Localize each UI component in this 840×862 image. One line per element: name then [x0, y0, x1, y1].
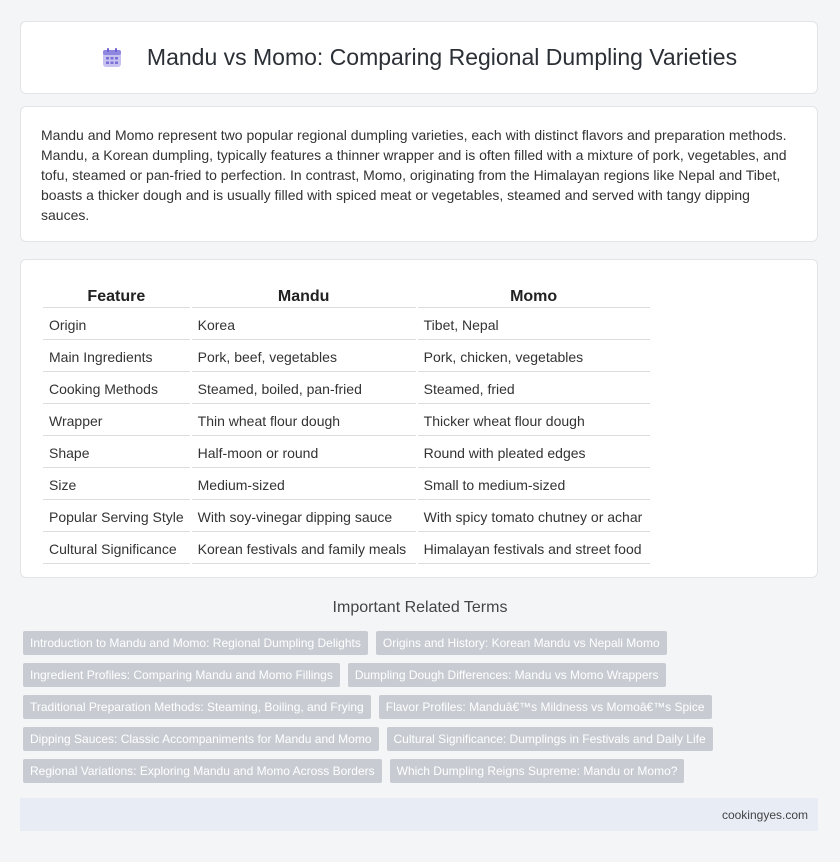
- cell-momo: With spicy tomato chutney or achar: [418, 502, 650, 532]
- footer: [20, 798, 818, 831]
- cell-mandu: Thin wheat flour dough: [192, 406, 416, 436]
- cell-mandu: Half-moon or round: [192, 438, 416, 468]
- cell-feature: Wrapper: [43, 406, 190, 436]
- cell-momo: Small to medium-sized: [418, 470, 650, 500]
- cell-mandu: Steamed, boiled, pan-fried: [192, 374, 416, 404]
- cell-feature: Main Ingredients: [43, 342, 190, 372]
- cell-feature: Cooking Methods: [43, 374, 190, 404]
- related-term-link[interactable]: Origins and History: Korean Mandu vs Nepali Momo: [376, 631, 667, 655]
- related-term-link[interactable]: Dipping Sauces: Classic Accompaniments for Mandu and Momo: [23, 727, 379, 751]
- cell-momo: Thicker wheat flour dough: [418, 406, 650, 436]
- cell-feature: Origin: [43, 310, 190, 340]
- cell-mandu: Korea: [192, 310, 416, 340]
- related-term-link[interactable]: Ingredient Profiles: Comparing Mandu and Momo Fillings: [23, 663, 340, 687]
- cell-momo: Himalayan festivals and street food: [418, 534, 650, 564]
- cell-mandu: With soy-vinegar dipping sauce: [192, 502, 416, 532]
- page-title: Mandu vs Momo: Comparing Regional Dumpling Varieties: [146, 44, 738, 70]
- related-term-link[interactable]: Regional Variations: Exploring Mandu and Momo Across Borders: [23, 759, 382, 783]
- table-row: [43, 534, 650, 564]
- header-card: [20, 21, 818, 94]
- cell-mandu: Pork, beef, vegetables: [192, 342, 416, 372]
- comparison-table: [41, 282, 652, 566]
- related-term-link[interactable]: Traditional Preparation Methods: Steaming, Boiling, and Frying: [23, 695, 371, 719]
- cell-mandu: Medium-sized: [192, 470, 416, 500]
- cell-momo: Pork, chicken, vegetables: [418, 342, 650, 372]
- table-header-row: [43, 284, 650, 308]
- table-row: [43, 342, 650, 372]
- table-row: [43, 310, 650, 340]
- related-term-link[interactable]: Introduction to Mandu and Momo: Regional Dumpling Delights: [23, 631, 368, 655]
- header-mandu: Mandu: [192, 284, 416, 308]
- cell-feature: Cultural Significance: [43, 534, 190, 564]
- intro-card: [20, 106, 818, 242]
- related-term-link[interactable]: Cultural Significance: Dumplings in Festivals and Daily Life: [387, 727, 713, 751]
- related-term-link[interactable]: Which Dumpling Reigns Supreme: Mandu or Momo?: [390, 759, 685, 783]
- table-row: [43, 470, 650, 500]
- cell-momo: Round with pleated edges: [418, 438, 650, 468]
- table-row: [43, 502, 650, 532]
- cell-feature: Shape: [43, 438, 190, 468]
- cell-feature: Size: [43, 470, 190, 500]
- cell-feature: Popular Serving Style: [43, 502, 190, 532]
- cell-momo: Steamed, fried: [418, 374, 650, 404]
- cell-momo: Tibet, Nepal: [418, 310, 650, 340]
- table-row: [43, 438, 650, 468]
- related-term-link[interactable]: Flavor Profiles: Manduâ€™s Mildness vs Momoâ€™s Spice: [379, 695, 712, 719]
- intro-paragraph: Mandu and Momo represent two popular regional dumpling varieties, each with distinct flavors and preparation methods. Mandu, a Korean dumpling, typically features a thinner wrapper and is often filled with a mixture of pork, vegetables, and tofu, steamed or pan-fried to perfection. In contrast, Momo, originating from the Himalayan regions like Nepal and Tibet, boasts a thicker dough and is usually filled with spiced meat or vegetables, steamed and served with tangy dipping sauces.: [41, 127, 787, 223]
- footer-site-link[interactable]: cookingyes.com: [721, 807, 808, 822]
- related-terms-title: Important Related Terms: [332, 599, 508, 616]
- cell-mandu: Korean festivals and family meals: [192, 534, 416, 564]
- table-row: [43, 374, 650, 404]
- header-momo: Momo: [418, 284, 650, 308]
- calendar-icon: [101, 47, 123, 69]
- related-term-link[interactable]: Dumpling Dough Differences: Mandu vs Momo Wrappers: [348, 663, 666, 687]
- header-feature: Feature: [43, 284, 190, 308]
- related-terms-list: [23, 631, 813, 783]
- comparison-card: [20, 259, 818, 578]
- table-row: [43, 406, 650, 436]
